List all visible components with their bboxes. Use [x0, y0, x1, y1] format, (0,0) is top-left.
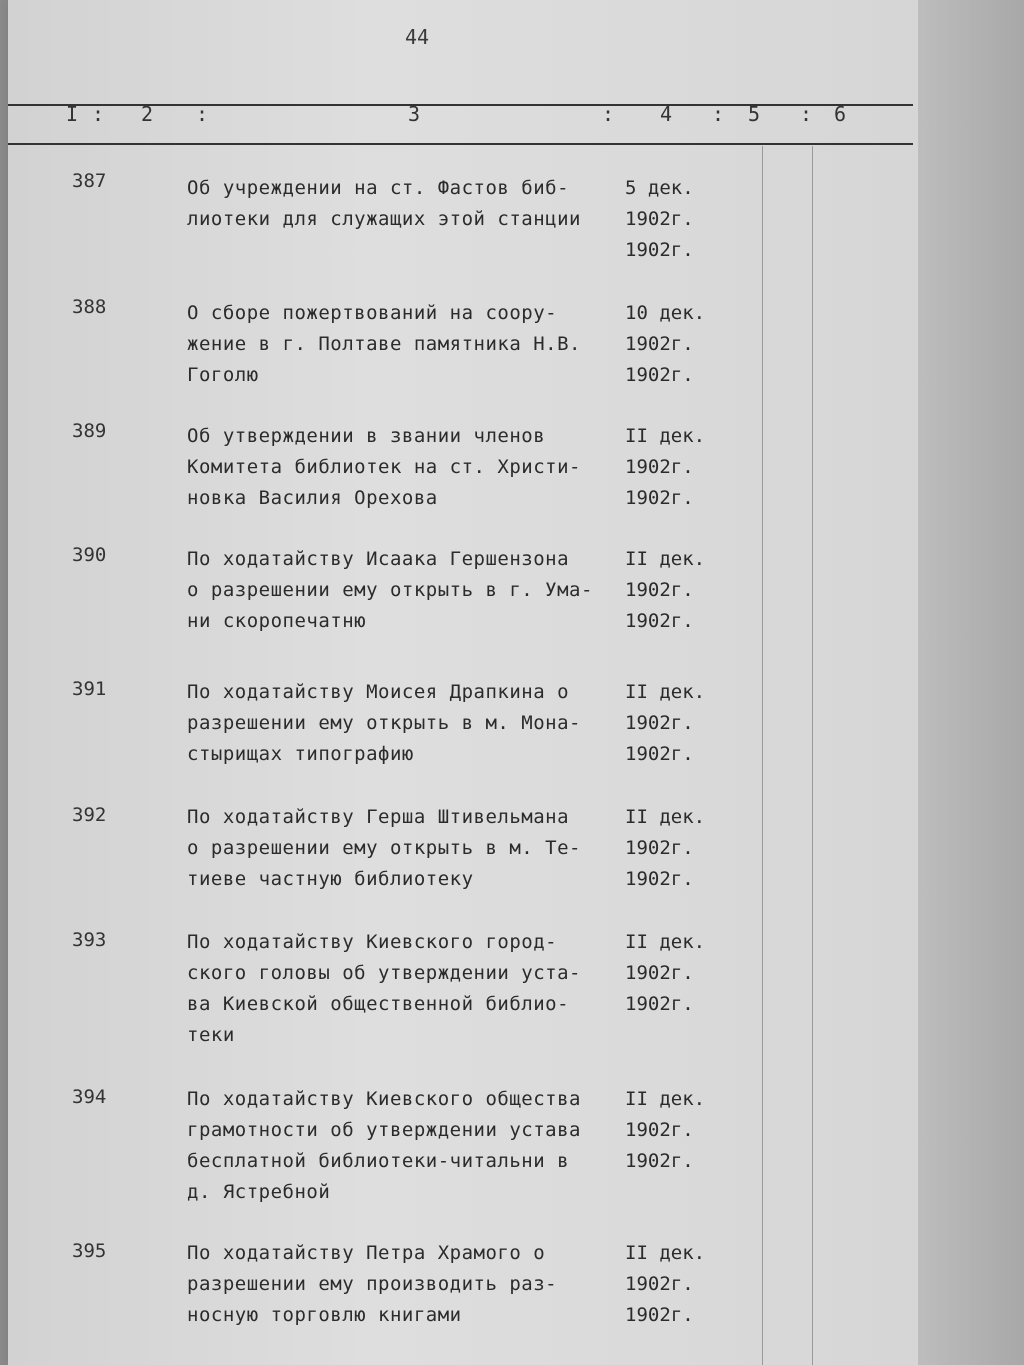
- entry-dates: [625, 173, 725, 266]
- date-year: 1902г.: [625, 364, 694, 386]
- header-col-2: 2: [141, 102, 154, 126]
- date-start: II дек.: [625, 425, 706, 447]
- date-start: II дек.: [625, 806, 706, 828]
- date-start: 5 дек.: [625, 177, 694, 199]
- next-page-strip: [918, 0, 1024, 1365]
- header-sep: :: [800, 102, 813, 126]
- date-year: 1902г.: [625, 743, 694, 765]
- date-year: 1902г.: [625, 579, 694, 601]
- entry-number: 394: [72, 1086, 107, 1108]
- entry-description: По ходатайству Герша Штивельмана о разрешении ему открыть в м. Те- тиеве частную библиотеку: [187, 806, 581, 890]
- date-year: 1902г.: [625, 962, 694, 984]
- date-year: 1902г.: [625, 712, 694, 734]
- header-col-5: 5: [748, 102, 761, 126]
- header-sep: :: [92, 102, 105, 126]
- entry-number: 387: [72, 170, 107, 192]
- entry-number: 391: [72, 678, 107, 700]
- header-col-6: 6: [834, 102, 847, 126]
- page-number: 44: [405, 25, 430, 49]
- column-divider: [812, 146, 813, 1365]
- entry-number: 395: [72, 1240, 107, 1262]
- entry-dates: [625, 927, 725, 1020]
- header-sep: :: [602, 102, 615, 126]
- header-rule-bottom: [8, 143, 913, 145]
- entry-description: По ходатайству Киевского город- ского головы об утверждении уста- ва Киевской общественной библио- теки: [187, 931, 581, 1046]
- date-year: 1902г.: [625, 456, 694, 478]
- date-year: 1902г.: [625, 837, 694, 859]
- date-year: 1902г.: [625, 1273, 694, 1295]
- entry-dates: [625, 544, 725, 637]
- date-year: 1902г.: [625, 1119, 694, 1141]
- entry-number: 388: [72, 296, 107, 318]
- entry-dates: [625, 1084, 725, 1177]
- date-year: 1902г.: [625, 868, 694, 890]
- entry-dates: [625, 1238, 725, 1331]
- date-year: 1902г.: [625, 1150, 694, 1172]
- date-year: 1902г.: [625, 993, 694, 1015]
- entry-number: 393: [72, 929, 107, 951]
- entry-dates: [625, 802, 725, 895]
- date-start: II дек.: [625, 1088, 706, 1110]
- entry-description: По ходатайству Моисея Драпкина о разрешении ему открыть в м. Мона- стырищах типографию: [187, 681, 581, 765]
- date-start: II дек.: [625, 548, 706, 570]
- entry-number: 390: [72, 544, 107, 566]
- page-left-edge: [0, 0, 8, 1365]
- header-col-1: I: [66, 102, 79, 126]
- entry-dates: [625, 677, 725, 770]
- date-start: 10 дек.: [625, 302, 706, 324]
- entry-description: По ходатайству Петра Храмого о разрешении ему производить раз- носную торговлю книгами: [187, 1242, 558, 1326]
- date-year: 1902г.: [625, 487, 694, 509]
- entry-dates: [625, 298, 725, 391]
- entry-description: По ходатайству Исаака Гершензона о разрешении ему открыть в г. Ума- ни скоропечатню: [187, 548, 593, 632]
- entry-description: О сборе пожертвований на соору- жение в г. Полтаве памятника Н.В. Гоголю: [187, 302, 581, 386]
- entry-number: 392: [72, 804, 107, 826]
- date-year: 1902г.: [625, 333, 694, 355]
- header-sep: :: [712, 102, 725, 126]
- date-start: II дек.: [625, 1242, 706, 1264]
- header-sep: :: [196, 102, 209, 126]
- entry-dates: [625, 421, 725, 514]
- header-col-3: 3: [408, 102, 421, 126]
- entry-description: По ходатайству Киевского общества грамотности об утверждении устава бесплатной библиотеки-читальни в д. Ястребной: [187, 1088, 581, 1203]
- date-year: 1902г.: [625, 610, 694, 632]
- date-year: 1902г.: [625, 1304, 694, 1326]
- header-col-4: 4: [660, 102, 673, 126]
- date-start: II дек.: [625, 681, 706, 703]
- date-start: II дек.: [625, 931, 706, 953]
- entry-number: 389: [72, 420, 107, 442]
- entry-description: Об учреждении на ст. Фастов биб- лиотеки для служащих этой станции: [187, 177, 581, 230]
- column-divider: [762, 146, 763, 1365]
- entry-description: Об утверждении в звании членов Комитета библиотек на ст. Христи- новка Василия Орехова: [187, 425, 581, 509]
- date-year: 1902г.: [625, 208, 694, 230]
- date-year: 1902г.: [625, 239, 694, 261]
